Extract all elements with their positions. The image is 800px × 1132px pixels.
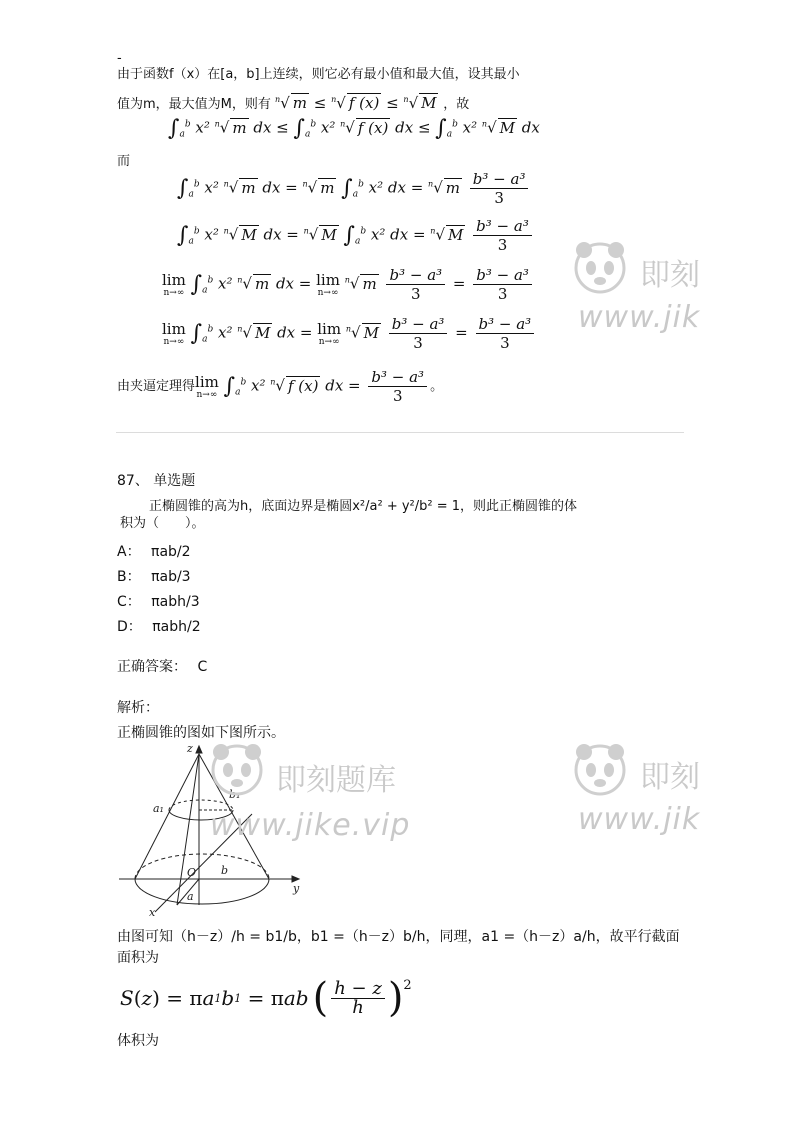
answer-label: 正确答案： [117,659,187,675]
section-divider [116,432,684,433]
z-axis-arrow [196,746,202,753]
conclusion-formula: lim n→∞ $\int_a^b$ x² $^n$√ f (x) dx = $\frac{\text{b³ − a³}}{3}$ [195,368,430,405]
option-d-text: πabh/2 [152,619,201,635]
question-stem-line-2: 积为（ ）。 [120,516,205,531]
er-label: 而 [117,154,131,169]
derivation-line-2: 面积为 [117,950,159,966]
derivation-line-1: 由图可知（h－z）/h = b1/b，b1 =（h－z）b/h，同理，a1 =（h－z）a/h，故平行截面 [117,929,680,945]
label-b1: b₁ [229,788,241,801]
question-stem-line-1: 正椭圆锥的高为h，底面边界是椭圆x²/a² + y²/b² = 1，则此正椭圆锥的体 [149,499,578,514]
option-c[interactable] [117,591,200,613]
option-c-text: πabh/3 [151,594,200,610]
watermark-url-top: www.jik [578,300,701,335]
limit-m-equation: lim n→∞ $\int_a^b$ x² $^n$√ m dx = lim n→∞ $^n$√ m $\frac{\text{b³ − a³}}{3}$ = $\frac{\text{b³ − a³}}{3}$ [162,266,535,303]
option-b-key: B： [117,569,141,585]
limit-M-equation: lim n→∞ $\int_a^b$ x² $^n$√ M dx = lim n→∞ $^n$√ M $\frac{\text{b³ − a³}}{3}$ = $\frac{\text{b³ − a³}}{3}$ [162,315,537,352]
integral-inequality: $\int_a^b$ x² $^n$√ m dx ≤ $\int_a^b$ x² $^n$√ f (x) dx ≤ $\int_a^b$ x² $^n$√ M dx [168,116,540,141]
watermark-cn-middle: 即刻题库 [276,763,396,798]
volume-label: 体积为 [117,1033,159,1049]
option-a[interactable] [117,541,191,563]
option-b[interactable] [117,566,191,588]
proof-line-2 [117,91,469,114]
label-z: z [187,742,193,755]
top-mark: - [117,51,122,66]
panda-logo-icon-right [570,740,630,800]
watermark-url-right: www.jik [578,802,701,837]
label-y: y [293,882,300,895]
inequality-formula: $^n$√ m ≤ $^n$√ f (x) ≤ $^n$√ M [275,94,437,112]
base-ellipse-back [135,854,269,879]
panda-logo-icon [570,238,630,298]
proof-line-1: 由于函数f（x）在[a，b]上连续，则它必有最小值和最大值，设其最小 [117,67,520,82]
section-area-formula: S ( z ) = π a 1 b 1 = π ab ( $\frac{h - z}{h}$ ) $^2$ [120,975,412,1021]
conclusion-suffix: 。 [430,378,444,394]
label-a: a [187,890,194,903]
figure-intro: 正椭圆锥的图如下图所示。 [117,725,285,741]
label-b: b [221,864,229,877]
label-x: x [149,906,156,919]
base-ellipse-front [135,879,269,904]
option-d[interactable] [117,616,201,638]
conclusion-line [117,368,443,405]
option-d-key: D： [117,619,142,635]
panda-logo-icon-middle [207,740,267,800]
option-b-text: πab/3 [151,569,191,585]
conclusion-prefix: 由夹逼定理得 [117,378,196,394]
proof-line-2-prefix: 值为m，最大值为M，则有 [117,97,271,112]
correct-answer [117,656,207,678]
equation-M-integral: $\int_a^b$ x² $^n$√ M dx = $^n$√ M $\int_a^b$ x² dx = $^n$√ M $\frac{\text{b³ − a³}}{3}$ [177,217,535,254]
label-o: O [187,866,197,879]
watermark-url-middle: www.jike.vip [210,808,411,843]
option-a-text: πab/2 [151,544,191,560]
answer-value: C [197,659,208,675]
proof-line-2-suffix: ，故 [443,97,470,112]
analysis-title: 解析： [117,700,159,716]
equation-m-integral: $\int_a^b$ x² $^n$√ m dx = $^n$√ m $\int_a^b$ x² dx = $^n$√ m $\frac{\text{b³ − a³}}{3}$ [177,170,531,207]
option-c-key: C： [117,594,141,610]
watermark-cn-top: 即刻 [640,258,700,293]
option-a-key: A： [117,544,141,560]
label-a1: a₁ [153,802,164,815]
watermark-cn-right: 即刻 [640,760,700,795]
question-number: 87、 单选题 [117,473,196,489]
